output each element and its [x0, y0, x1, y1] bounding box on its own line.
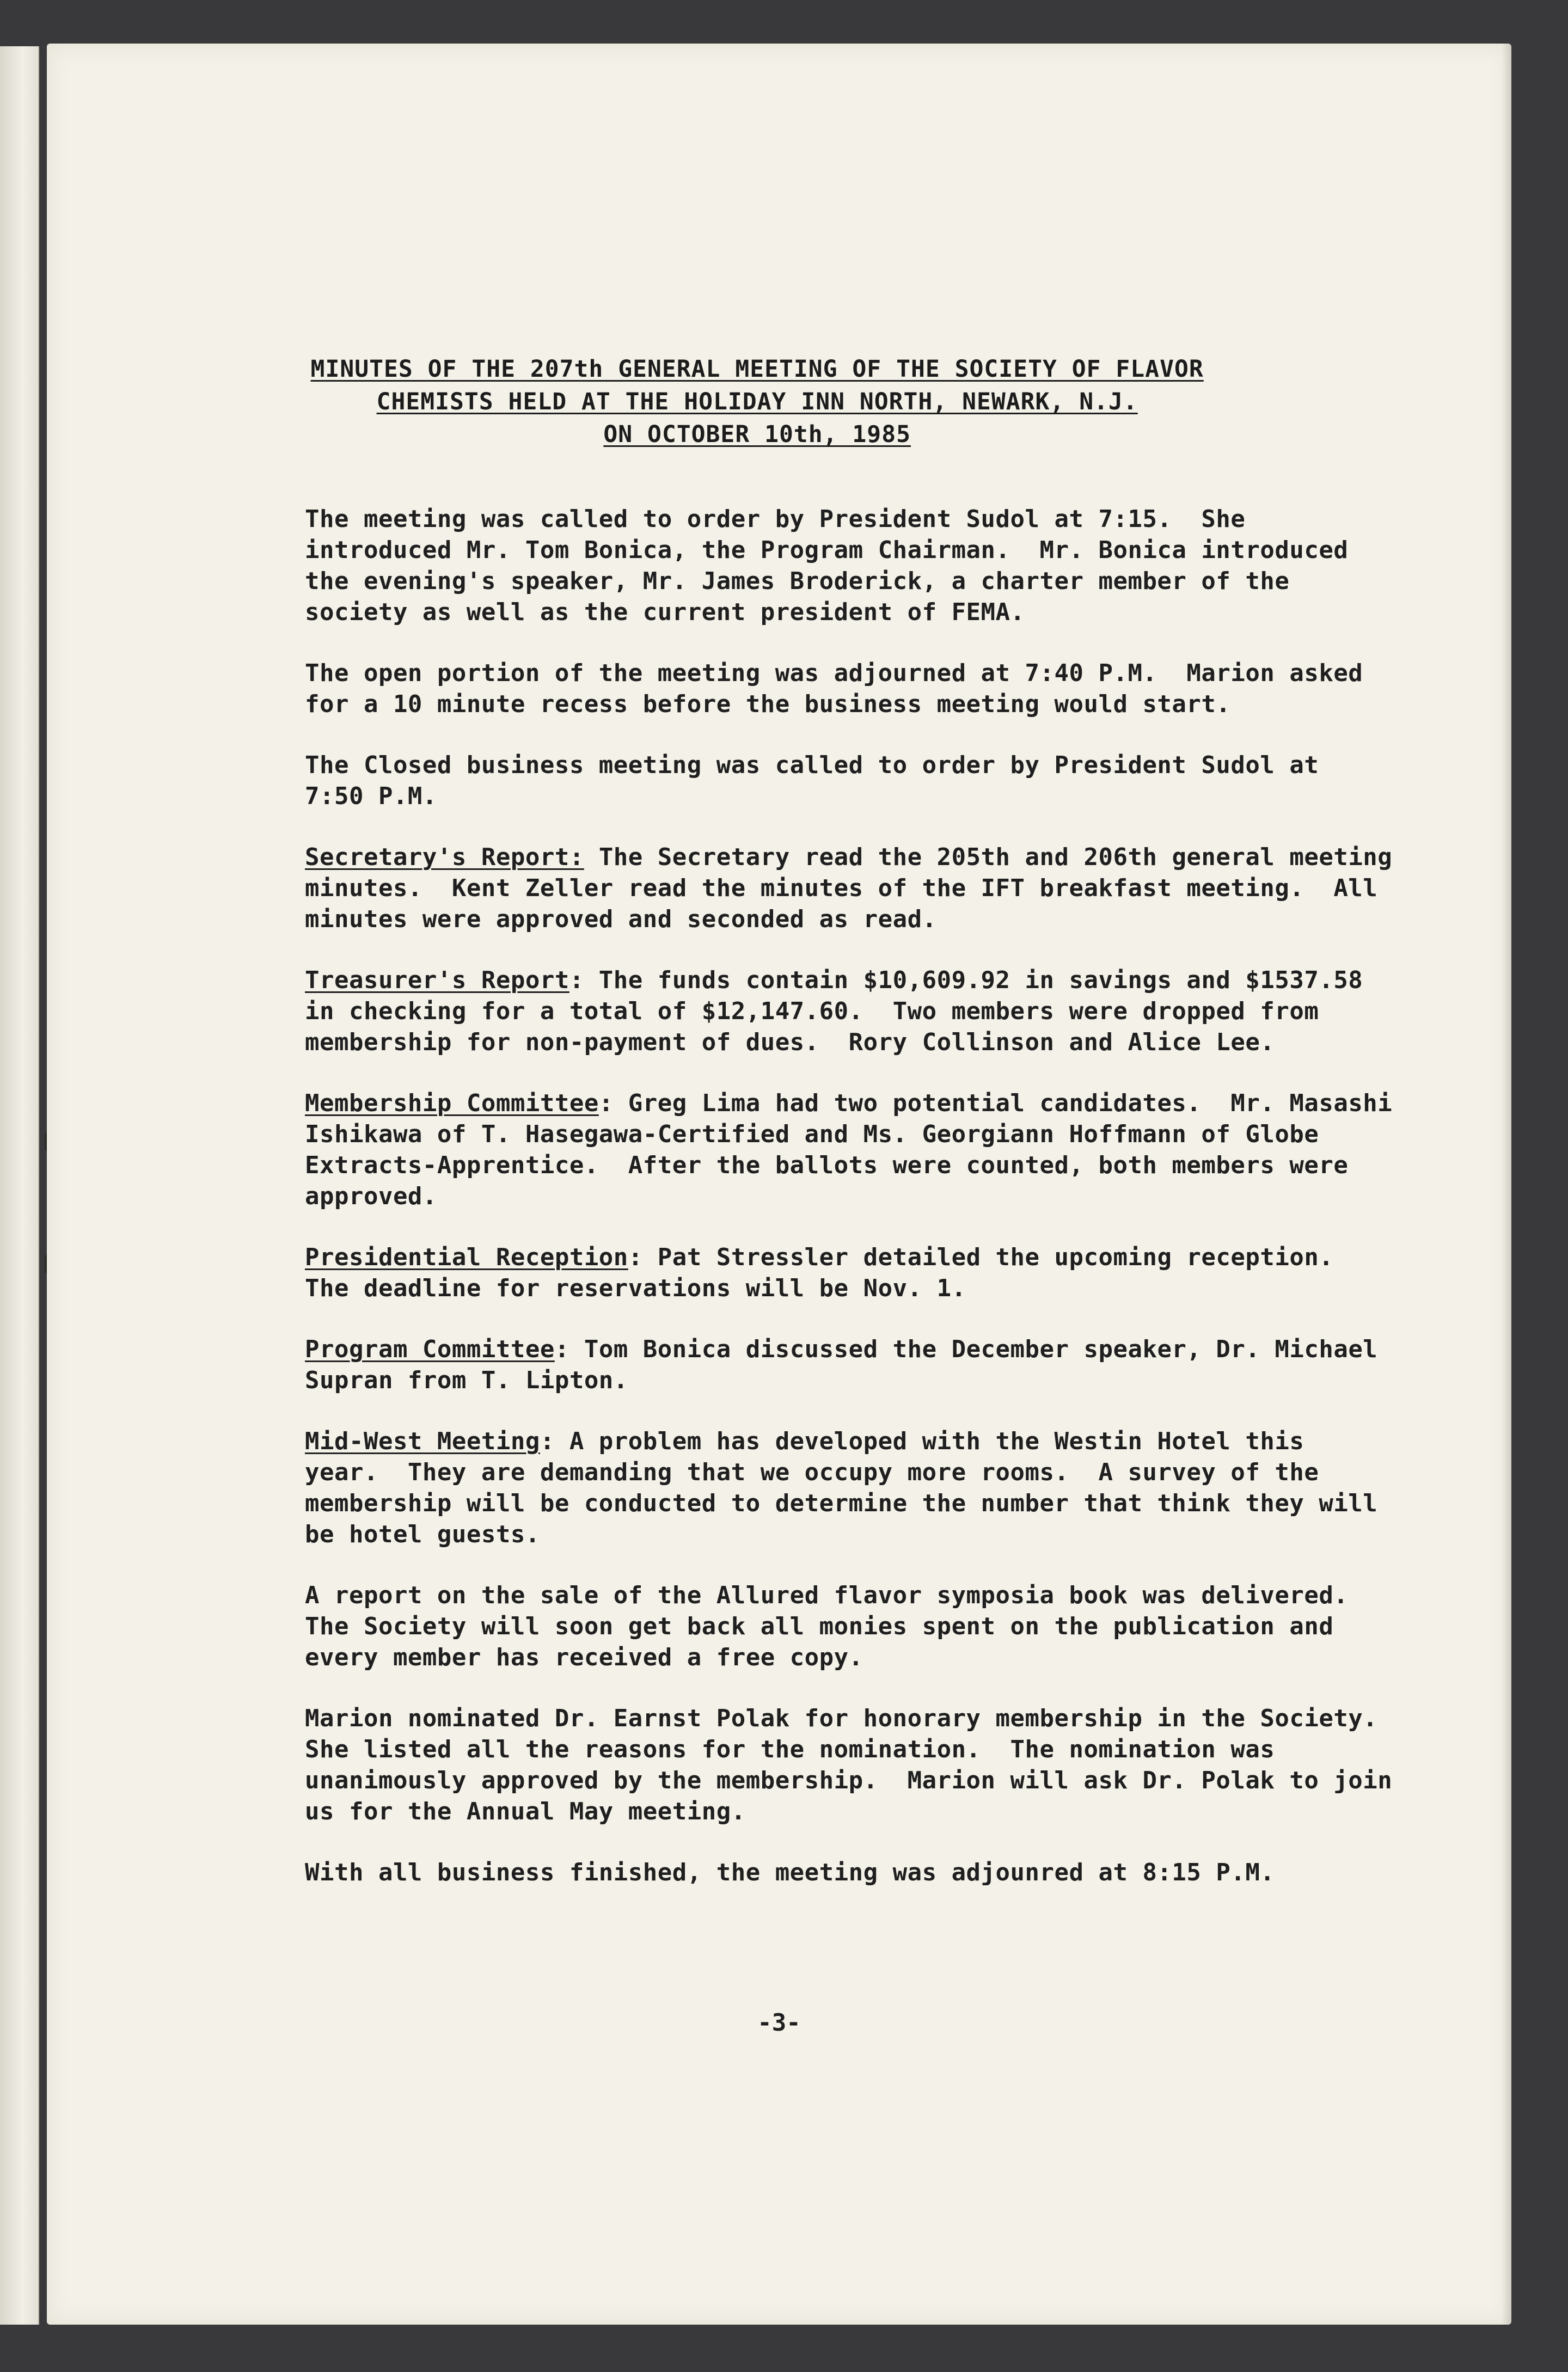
minutes-body [305, 504, 1511, 1918]
heading-line: MINUTES OF THE 207th GENERAL MEETING OF THE SOCIETY OF FLAVOR [310, 356, 1204, 383]
previous-page-edge [0, 46, 39, 2325]
paragraph-symposia-book: A report on the sale of the Allured flavor symposia book was delivered. The Society will soon get back all monies spent on the publication and every member has received a free copy. [305, 1582, 1349, 1671]
paragraph-adjournment: With all business finished, the meeting was adjounred at 8:15 P.M. [305, 1859, 1275, 1886]
heading-line: ON OCTOBER 10th, 1985 [603, 421, 911, 448]
document-heading [47, 353, 1490, 451]
paragraph-business-meeting: The Closed business meeting was called to order by President Sudol at 7:50 P.M. [305, 751, 1319, 810]
paragraph-honorary-membership: Marion nominated Dr. Earnst Polak for honorary membership in the Society. She listed all the reasons for the nomination. The nomination was unanimously approved by the membership. Marion will ask Dr. Polak to join us for the Annual May meeting. [305, 1705, 1393, 1825]
paragraph-presidential-reception: Presidential Reception: Pat Stressler detailed the upcoming reception. The deadline for reservations will be Nov. 1. [305, 1243, 1334, 1302]
paragraph-recess: The open portion of the meeting was adjourned at 7:40 P.M. Marion asked for a 10 minute recess before the business meeting would start. [305, 659, 1363, 718]
paragraph-membership-committee: Membership Committee: Greg Lima had two potential candidates. Mr. Masashi Ishikawa of T. Hasegawa-Certified and Ms. Georgiann Hoffmann of Globe Extracts-Apprentice. After the ballots were counted, both members were approved. [305, 1089, 1393, 1210]
paragraph-secretary-report: Secretary's Report: The Secretary read the 205th and 206th general meeting minutes. Kent Zeller read the minutes of the IFT breakfast meeting. All minutes were approved and seconded as read. [305, 843, 1393, 933]
paragraph-mid-west-meeting: Mid-West Meeting: A problem has developed with the Westin Hotel this year. They are demanding that we occupy more rooms. A survey of the membership will be conducted to determine the number that think they will be hotel guests. [305, 1427, 1378, 1548]
document-page [47, 44, 1511, 2325]
heading-line: CHEMISTS HELD AT THE HOLIDAY INN NORTH, NEWARK, N.J. [376, 388, 1138, 415]
paragraph-call-to-order: The meeting was called to order by President Sudol at 7:15. She introduced Mr. Tom Bonica, the Program Chairman. Mr. Bonica introduced the evening's speaker, Mr. James Broderick, a charter member of the society as well as the current president of FEMA. [305, 505, 1349, 626]
paragraph-program-committee: Program Committee: Tom Bonica discussed the December speaker, Dr. Michael Supran from T. Lipton. [305, 1335, 1378, 1394]
page-number: -3- [757, 2009, 801, 2037]
paragraph-treasurer-report: Treasurer's Report: The funds contain $10,609.92 in savings and $1537.58 in checking for a total of $12,147.60. Two members were dropped from membership for non-payment of dues. Rory Collinson and Alice Lee. [305, 966, 1363, 1056]
